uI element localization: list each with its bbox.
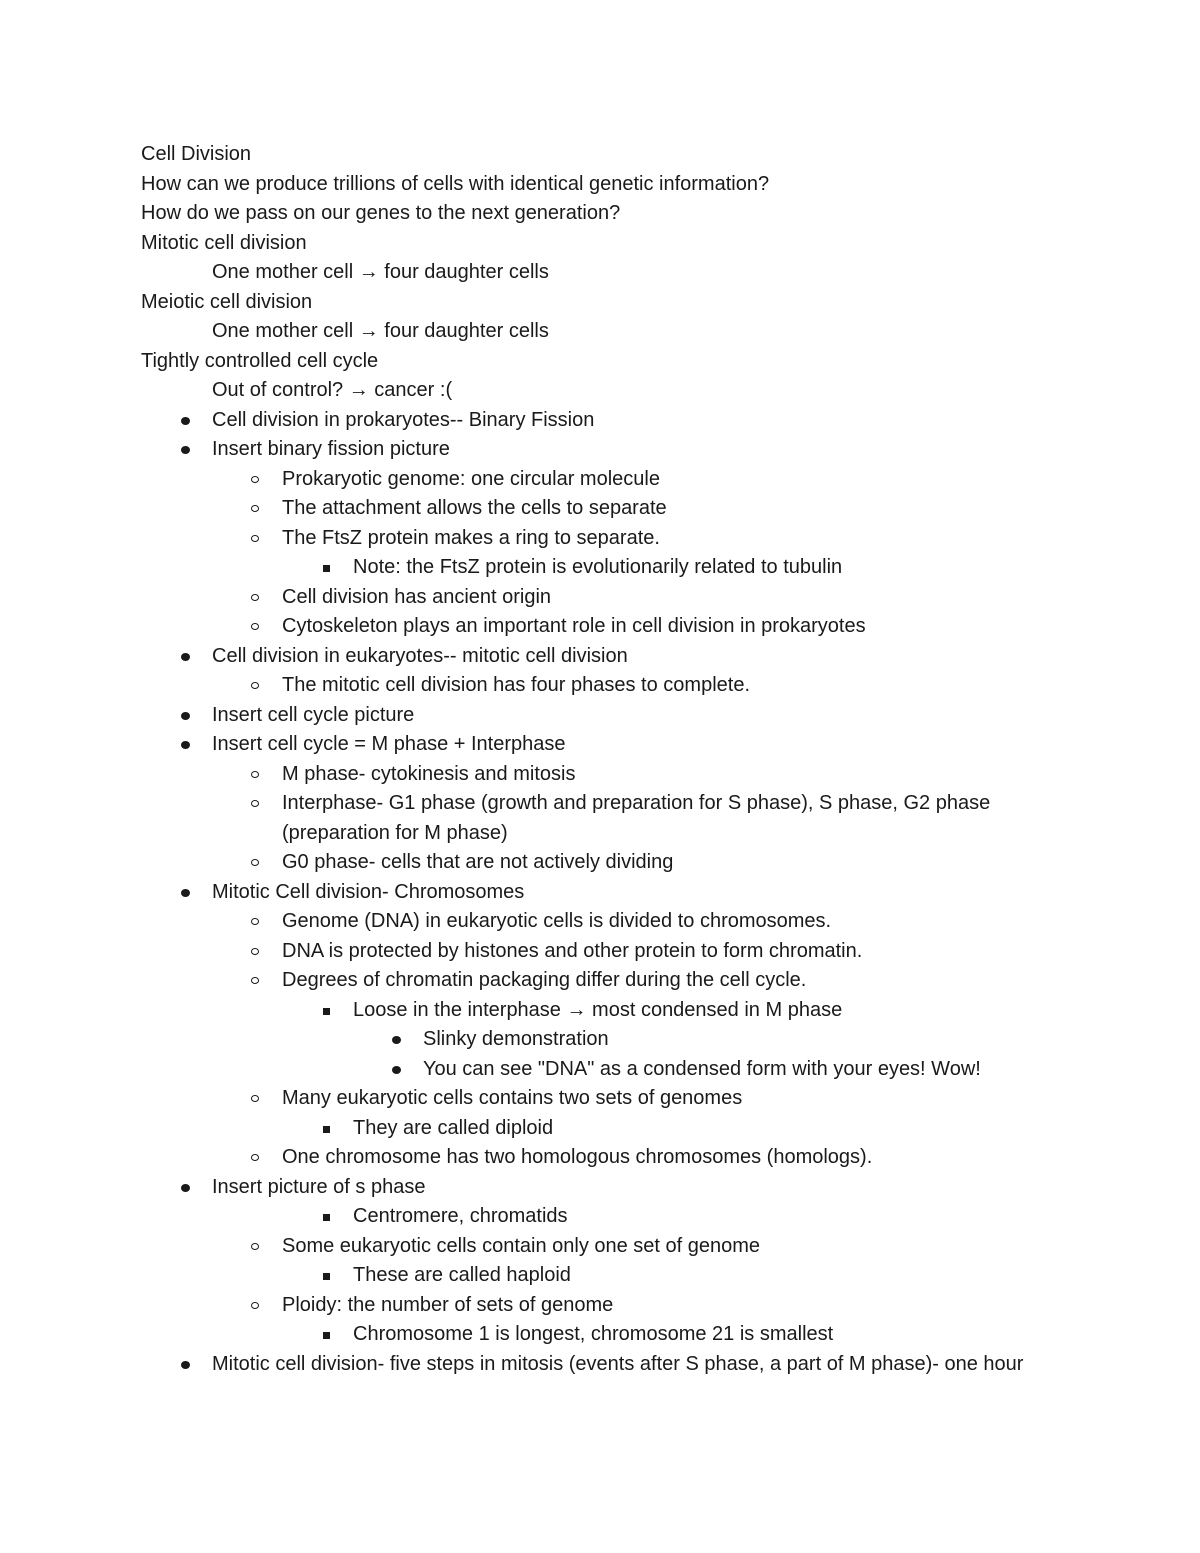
text-line	[141, 376, 1061, 406]
list-item	[141, 494, 1061, 524]
circle-bullet-icon	[247, 1143, 267, 1173]
list-item	[141, 907, 1061, 937]
text-line	[141, 229, 1061, 259]
square-bullet-icon	[318, 1320, 338, 1350]
circle-bullet-icon	[247, 937, 267, 967]
list-item	[141, 966, 1061, 996]
circle-bullet-icon	[247, 760, 267, 790]
line-text: Chromosome 1 is longest, chromosome 21 is smallest	[353, 1323, 834, 1345]
line-text: Prokaryotic genome: one circular molecule	[282, 467, 660, 490]
line-text: M phase- cytokinesis and mitosis	[282, 762, 576, 785]
line-text: Genome (DNA) in eukaryotic cells is divided to chromosomes.	[282, 910, 832, 932]
line-text: Ploidy: the number of sets of genome	[282, 1293, 614, 1316]
disc-bullet-icon	[177, 1173, 197, 1203]
line-text: Degrees of chromatin packaging differ during the cell cycle.	[282, 969, 807, 991]
line-text: How do we pass on our genes to the next generation?	[141, 202, 621, 224]
circle-bullet-icon	[247, 1232, 267, 1262]
line-text: Many eukaryotic cells contains two sets of genomes	[282, 1087, 743, 1109]
list-item	[141, 1232, 1061, 1262]
text-line	[141, 199, 1061, 229]
line-text: The mitotic cell division has four phases to complete.	[282, 674, 750, 696]
list-item	[141, 1173, 1061, 1203]
list-item	[141, 612, 1061, 642]
circle-bullet-icon	[247, 789, 267, 819]
list-item	[141, 1114, 1061, 1144]
list-item	[141, 524, 1061, 554]
line-text: G0 phase- cells that are not actively dividing	[282, 851, 674, 873]
line-text: One mother cell → four daughter cells	[212, 261, 549, 283]
circle-bullet-icon	[247, 848, 267, 878]
list-item	[141, 730, 1061, 760]
line-text: You can see "DNA" as a condensed form with your eyes! Wow!	[423, 1057, 981, 1080]
line-text: Mitotic cell division- five steps in mitosis (events after S phase, a part of M phase)- one hour	[212, 1352, 1024, 1375]
list-item	[141, 701, 1061, 731]
list-item	[141, 465, 1061, 495]
circle-bullet-icon	[247, 1291, 267, 1321]
square-bullet-icon	[318, 1202, 338, 1232]
line-text: Slinky demonstration	[423, 1028, 609, 1050]
list-item	[141, 1320, 1061, 1350]
circle-bullet-icon	[247, 494, 267, 524]
circle-bullet-icon	[247, 671, 267, 701]
list-item	[141, 1084, 1061, 1114]
disc-bullet-icon	[177, 642, 197, 672]
list-item	[141, 671, 1061, 701]
line-text: Cell Division	[141, 143, 252, 165]
line-text: Cell division has ancient origin	[282, 585, 552, 608]
circle-bullet-icon	[247, 966, 267, 996]
text-line	[141, 317, 1061, 347]
list-item	[141, 760, 1061, 790]
line-text: The FtsZ protein makes a ring to separate.	[282, 526, 660, 549]
list-item	[141, 1055, 1061, 1085]
line-text: Insert cell cycle = M phase + Interphase	[212, 733, 566, 755]
list-item	[141, 1261, 1061, 1291]
line-text: Cell division in prokaryotes-- Binary Fission	[212, 408, 595, 431]
line-text: Insert cell cycle picture	[212, 703, 415, 726]
list-item	[141, 848, 1061, 878]
line-text: The attachment allows the cells to separate	[282, 497, 667, 519]
line-text: Mitotic cell division	[141, 231, 307, 254]
text-line	[141, 288, 1061, 318]
square-bullet-icon	[318, 996, 338, 1026]
text-line	[141, 170, 1061, 200]
list-item	[141, 553, 1061, 583]
line-text: How can we produce trillions of cells with identical genetic information?	[141, 172, 770, 195]
square-bullet-icon	[318, 1261, 338, 1291]
list-item	[141, 1202, 1061, 1232]
circle-bullet-icon	[247, 465, 267, 495]
disc-bullet-icon	[177, 701, 197, 731]
line-text: Out of control? → cancer :(	[212, 379, 453, 401]
line-text: They are called diploid	[353, 1116, 554, 1139]
disc-bullet-icon	[177, 406, 197, 436]
list-item	[141, 937, 1061, 967]
line-text: Meiotic cell division	[141, 290, 313, 313]
disc-bullet-icon	[177, 435, 197, 465]
list-item	[141, 583, 1061, 613]
circle-bullet-icon	[247, 524, 267, 554]
square-bullet-icon	[318, 1114, 338, 1144]
text-line	[141, 258, 1061, 288]
list-item	[141, 878, 1061, 908]
line-text: Interphase- G1 phase (growth and preparation for S phase), S phase, G2 phase (preparation for M phase)	[282, 792, 991, 844]
disc-bullet-icon	[388, 1055, 408, 1085]
text-line	[141, 347, 1061, 377]
disc-bullet-icon	[177, 730, 197, 760]
square-bullet-icon	[318, 553, 338, 583]
line-text: One chromosome has two homologous chromosomes (homologs).	[282, 1146, 873, 1168]
line-text: Tightly controlled cell cycle	[141, 349, 379, 372]
circle-bullet-icon	[247, 907, 267, 937]
line-text: DNA is protected by histones and other protein to form chromatin.	[282, 939, 863, 962]
line-text: Insert picture of s phase	[212, 1175, 426, 1198]
list-item	[141, 406, 1061, 436]
line-text: Cell division in eukaryotes-- mitotic cell division	[212, 644, 628, 667]
list-item	[141, 789, 1061, 848]
line-text: Insert binary fission picture	[212, 438, 450, 460]
disc-bullet-icon	[177, 1350, 197, 1380]
list-item	[141, 996, 1061, 1026]
circle-bullet-icon	[247, 612, 267, 642]
line-text: Some eukaryotic cells contain only one set of genome	[282, 1234, 761, 1257]
circle-bullet-icon	[247, 1084, 267, 1114]
disc-bullet-icon	[177, 878, 197, 908]
line-text: Centromere, chromatids	[353, 1205, 568, 1227]
list-item	[141, 435, 1061, 465]
text-line	[141, 140, 1061, 170]
list-item	[141, 642, 1061, 672]
list-item	[141, 1350, 1061, 1380]
line-text: These are called haploid	[353, 1264, 571, 1286]
list-item	[141, 1291, 1061, 1321]
line-text: Note: the FtsZ protein is evolutionarily related to tubulin	[353, 556, 843, 578]
line-text: Loose in the interphase → most condensed in M phase	[353, 998, 843, 1021]
line-text: Mitotic Cell division- Chromosomes	[212, 880, 525, 903]
list-item	[141, 1143, 1061, 1173]
list-item	[141, 1025, 1061, 1055]
line-text: One mother cell → four daughter cells	[212, 320, 549, 342]
notes-body	[141, 140, 1061, 1379]
line-text: Cytoskeleton plays an important role in cell division in prokaryotes	[282, 615, 866, 637]
circle-bullet-icon	[247, 583, 267, 613]
disc-bullet-icon	[388, 1025, 408, 1055]
